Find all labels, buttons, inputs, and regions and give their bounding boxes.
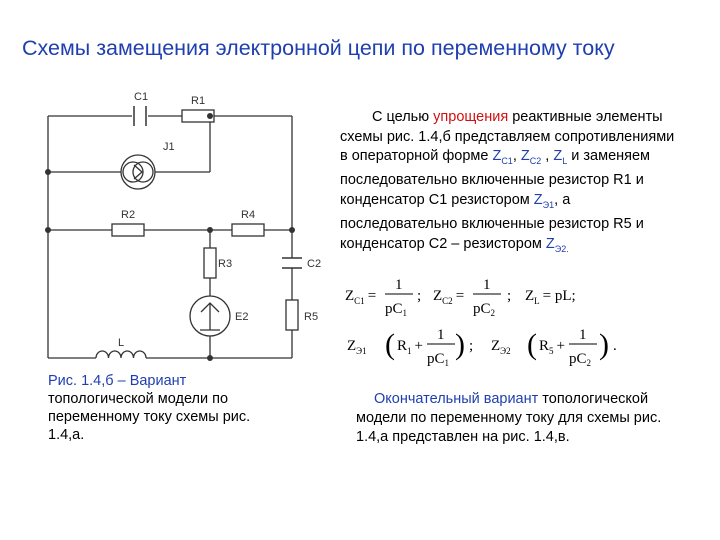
caption-figure-ref: Рис. 1.4,б – Вариант [48,373,187,389]
f-den-2: $pC_2$ [473,301,496,318]
para-highlight: упрощения [433,109,509,125]
svg-text:R1+: $R_1$ + [397,338,423,356]
f-num-4: 1 [579,327,587,343]
para-text-2: реактивные элементы схемы рис. 1.4,б представляем сопротивлениями в операторной форме [340,109,675,164]
svg-text:pC1: $pC_1$ [427,351,450,368]
resistor-r5 [286,300,298,330]
capacitor-c1 [134,106,146,126]
para-text-4: , а последовательно включенные резистор R5 и конденсатор C2 – резистором [340,191,644,252]
zc1-symbol: $Z_{C1}$ [492,148,513,166]
final-text: топологической модели по переменному току для схемы рис. 1.4,а представлен на рис. 1.4,в. [356,391,662,445]
inductor-l [96,351,146,358]
label-r1: R1 [191,95,206,107]
label-r4: R4 [241,209,256,221]
final-highlight: Окончательный вариант [374,391,539,407]
zc2-symbol: $Z_{C2}$ [520,148,542,166]
f-den-1: $pC_1$ [385,301,408,318]
voltage-source-e2 [190,296,230,336]
f-zl: $Z_L$ = pL; [525,288,576,306]
f-num-2: 1 [483,277,491,293]
capacitor-c2 [282,258,302,268]
ze2-symbol: $Z_{Э2.}$ [545,235,569,254]
figure-caption [48,372,273,444]
svg-text:pC2: $pC_2$ [569,351,592,368]
svg-text:.: . [613,338,617,354]
f-zc1: $Z_{C1}$ = [345,288,377,306]
svg-text:(: ( [527,328,537,361]
f-rparen-1: ) [455,328,465,361]
svg-text:R5+: $R_5$ + [539,338,565,356]
ze1-symbol: $Z_{Э1}$ [533,191,555,210]
label-r2: R2 [121,209,136,221]
caption-text: топологической модели по переменному току схемы рис. 1.4,а. [48,391,251,443]
label-j1: J1 [163,141,175,153]
final-paragraph [356,390,696,447]
f-semi-2: ; [507,288,512,304]
para-text-3: и заменяем последовательно включенные резистор R1 и конденсатор C1 резистором [340,148,651,208]
f-semi-1: ; [417,288,422,304]
f-ze2: $Z_{Э2}$ [491,338,511,356]
explanation-paragraph [340,108,685,259]
svg-text:;: ; [469,338,474,354]
para-sep-2: , [541,148,554,164]
svg-text:): ) [599,328,609,361]
zl-symbol: $Z_L$ [553,148,568,166]
para-sep-1: , [512,148,521,164]
label-c2: C2 [307,258,322,270]
para-text-1: С целью [372,109,434,125]
page-title: Схемы замещения электронной цепи по переменному току [22,36,615,60]
f-lparen-1: ( [385,328,395,361]
label-c1: C1 [134,91,149,103]
f-num-3: 1 [437,327,445,343]
resistor-r3 [204,248,216,278]
label-l: L [118,337,125,349]
circuit-diagram [40,86,340,376]
formula-block [345,272,645,372]
label-r5: R5 [304,311,319,323]
f-zc2: $Z_{C2}$ = [433,288,465,306]
label-r3: R3 [218,258,233,270]
label-e2: E2 [235,311,249,323]
resistor-r2 [112,224,144,236]
current-source-j1 [121,155,155,189]
resistor-r4 [232,224,264,236]
f-ze1: $Z_{Э1}$ [347,338,367,356]
f-num-1: 1 [395,277,403,293]
